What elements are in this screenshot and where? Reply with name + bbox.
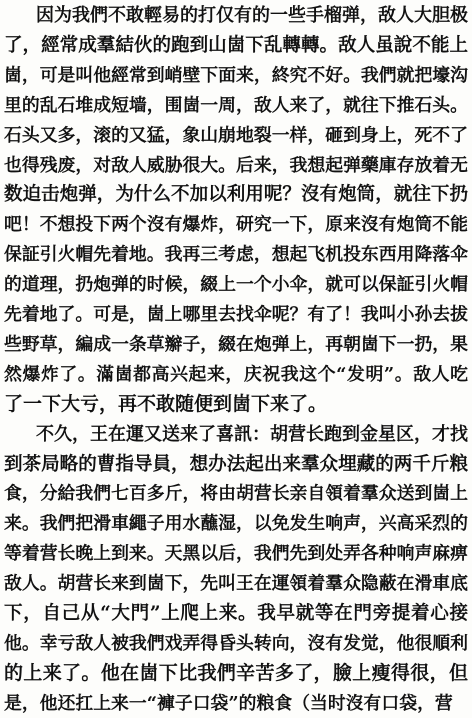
text-line: 石头又多，滚的又猛，象山崩地裂一样，砸到身上，死不了 (4, 124, 468, 146)
text-line: 敌人。胡营长来到崮下，先叫王在運領着羣众隐蔽在滑車底 (4, 573, 468, 595)
text-line: 些野草，編成一条草辮子，綴在炮弹上，再朝崮下一扔，果 (4, 333, 468, 355)
text-line: 到茶局略的曹指导員，想办法起出来羣众埋藏的两千斤粮 (4, 453, 468, 475)
text-line: 崮，可是叫他經常到峭壁下面来，終究不好。我們就把壕沟 (4, 64, 468, 86)
text-line: 的道理，扔炮弹的时候，綴上一个小伞，就可以保証引火帽 (4, 274, 468, 296)
text-line: 然爆炸了。滿崮都高兴起来，庆祝我这个“发明”。敌人吃 (4, 363, 468, 385)
text-line: 是，他还扛上来一“褲子口袋”的粮食（当时沒有口袋，营 (4, 692, 453, 714)
text-line: 他。幸亏敌人被我們戏弄得昏头转向，沒有发觉，他很順利 (4, 632, 468, 654)
text-line: 先着地了。可是，崮上哪里去找伞呢？有了！我叫小孙去拔 (4, 304, 468, 325)
text-line: 下，自己从“大門”上爬上来。我早就等在門旁提着心接 (4, 603, 468, 624)
text-line: 数迫击炮弹，为什么不加以利用呢？沒有炮筒，就往下扔 (4, 184, 468, 206)
text-line: 因为我們不敢輕易的打仅有的一些手榴弹，敌人大胆极 (36, 5, 468, 26)
text-line: 里的乱石堆成短墙，围崮一周，敌人来了，就往下推石头。 (4, 94, 468, 116)
text-line: 食，分給我們七百多斤，将由胡营长亲自領着羣众送到崮上 (4, 483, 468, 505)
text-line: 等着营长晚上到来。天黑以后，我們先到处弄各种响声麻痹 (4, 543, 468, 565)
text-line: 也得残废，对敌人威胁很大。后来，我想起弹藥庫存放着无 (4, 154, 468, 176)
text-line: 了一下大亏，再不敢随便到崮下来了。 (4, 392, 328, 415)
text-line: 保証引火帽先着地。我再三考虑，想起飞机投东西用降落伞 (4, 244, 468, 266)
text-line: 了，經常成羣結伙的跑到山崮下乱轉轉。敌人虽說不能上 (4, 34, 468, 56)
text-line: 吧！不想投下两个沒有爆炸，研究一下，原来沒有炮筒不能 (4, 214, 468, 236)
text-line: 不久，王在運又送来了喜訊：胡营长跑到金星区，才找 (36, 423, 468, 445)
text-line: 的上来了。他在崮下比我們辛苦多了，臉上瘦得很，但 (4, 661, 468, 684)
text-line: 来。我們把滑車繩子用水蘸湿，以免发生响声，兴高采烈的 (4, 513, 468, 535)
